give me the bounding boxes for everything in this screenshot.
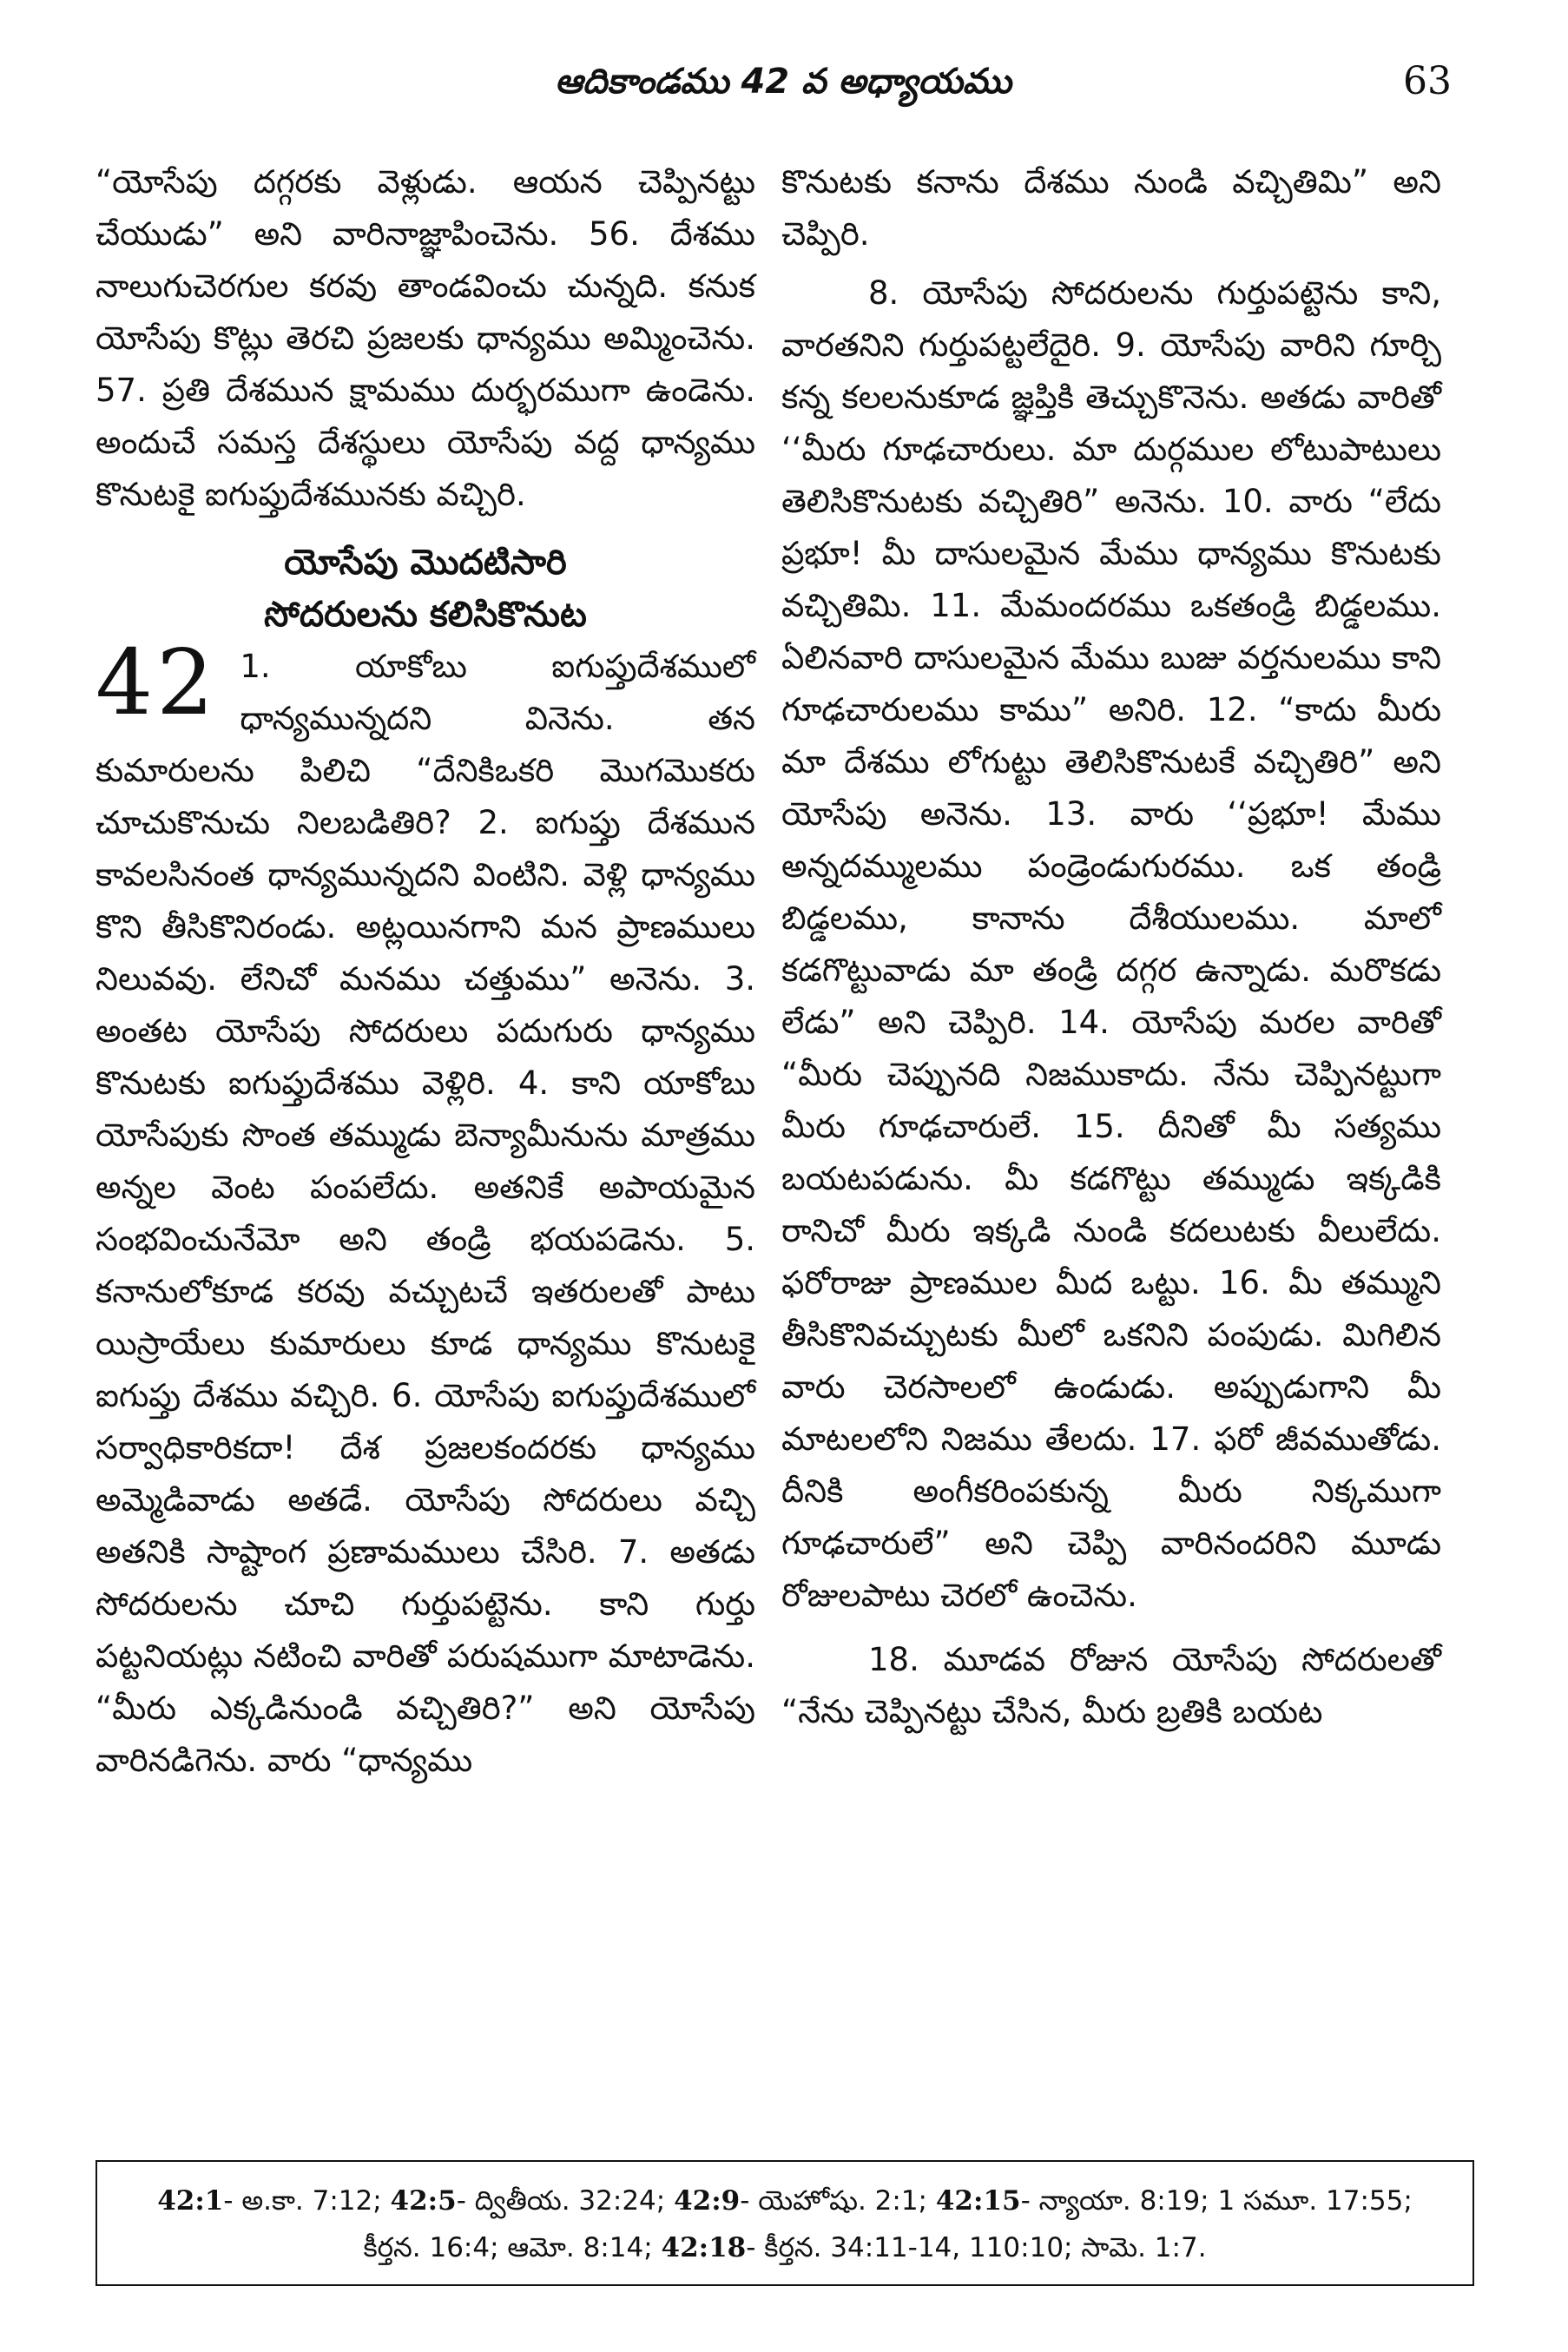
cross-reference	[662, 2232, 1207, 2263]
chapter-paragraph	[96, 629, 755, 1787]
cross-reference-box	[96, 2160, 1474, 2286]
cross-reference	[157, 2185, 390, 2217]
reference-text: - ద్వితీయ. 32:24;	[456, 2185, 675, 2217]
section-heading-line: యోసేపు మొదటిసారి	[284, 543, 567, 583]
reference-text: - యెహోషు. 2:1;	[740, 2185, 936, 2217]
chapter-number: 42	[96, 629, 218, 735]
paragraph-text: 1. యాకోబు ఐగుప్తుదేశములో ధాన్యమున్నదని వినెను. తన కుమారులను పిలిచి “దేనికిఒకరి మొగమొకరు చూచుకొనుచు నిలబడితిరి? 2. ఐగుప్తు దేశమున కావలసినంత ధాన్యమున్నదని వింటిని. వెళ్లి ధాన్యము కొని తీసికొనిరండు. అట్లయినగాని మన ప్రాణములు నిలువవు. లేనిచో మనము చత్తుము” అనెను. 3. అంతట యోసేపు సోదరులు పదుగురు ధాన్యము కొనుటకు ఐగుప్తుదేశము వెళ్లిరి. 4. కాని యాకోబు యోసేపుకు సొంత తమ్ముడు బెన్యామీనును మాత్రము అన్నల వెంట పంపలేదు. అతనికే అపాయమైన సంభవించునేమో అని తండ్రి భయపడెను. 5. కనానులోకూడ కరవు వచ్చుటచే ఇతరులతో పాటు యిస్రాయేలు కుమారులు కూడ ధాన్యము కొనుటకై ఐగుప్తు దేశము వచ్చిరి. 6. యోసేపు ఐగుప్తుదేశములో సర్వాధికారికదా! దేశ ప్రజలకందరకు ధాన్యము అమ్మెడివాడు అతడే. యోసేపు సోదరులు వచ్చి అతనికి సాష్టాంగ ప్రణామములు చేసిరి. 7. అతడు సోదరులను చూచి గుర్తుపట్టెను. కాని గుర్తు పట్టనియట్లు నటించి వారితో పరుషముగా మాటాడెను. “మీరు ఎక్కడినుండి వచ్చితిరి?” అని యోసేపు వారినడిగెను. వారు “ధాన్యము	[96, 648, 755, 1779]
reference-key: 42:5	[390, 2185, 457, 2217]
page-header	[94, 50, 1472, 113]
reference-key: 42:1	[157, 2185, 224, 2217]
cross-reference	[391, 2185, 675, 2217]
reference-key: 42:9	[674, 2185, 741, 2217]
paragraph: “యోసేపు దగ్గరకు వెళ్లుడు. ఆయన చెప్పినట్టు చేయుడు” అని వారినాజ్ఞాపించెను. 56. దేశము నాలుగుచెరగుల కరవు తాండవించు చున్నది. కనుక యోసేపు కొట్లు తెరచి ప్రజలకు ధాన్యము అమ్మించెను. 57. ప్రతి దేశమున క్షామము దుర్భరముగా ఉండెను. అందుచే సమస్త దేశస్థులు యోసేపు వద్ద ధాన్యము కొనుటకై ఐగుప్తుదేశమునకు వచ్చిరి.	[96, 163, 755, 513]
left-column	[96, 156, 755, 1787]
reference-text: - కీర్తన. 34:11-14, 110:10; సామె. 1:7.	[746, 2232, 1207, 2263]
cross-reference	[674, 2185, 936, 2217]
paragraph: కొనుటకు కనాను దేశము నుండి వచ్చితిమి” అని చెప్పిరి.	[781, 163, 1441, 253]
running-title: ఆదికాండము 42 వ అధ్యాయము	[555, 62, 1011, 102]
section-heading-line: సోదరులను కలిసికొనుట	[264, 595, 587, 635]
paragraph: 18. మూడవ రోజున యోసేపు సోదరులతో “నేను చెప్పినట్టు చేసిన, మీరు బ్రతికి బయట	[781, 1641, 1441, 1730]
page-number: 63	[1403, 59, 1452, 103]
right-column	[781, 156, 1441, 1738]
reference-text: - అ.కా. 7:12;	[223, 2185, 391, 2217]
paragraph: 8. యోసేపు సోదరులను గుర్తుపట్టెను కాని, వారతనిని గుర్తుపట్టలేదైరి. 9. యోసేపు వారిని గూర్చి కన్న కలలనుకూడ జ్ఞప్తికి తెచ్చుకొనెను. అతడు వారితో ‘‘మీరు గూఢచారులు. మా దుర్గముల లోటుపాటులు తెలిసికొనుటకు వచ్చితిరి” అనెను. 10. వారు “లేదు ప్రభూ! మీ దాసులమైన మేము ధాన్యము కొనుటకు వచ్చితిమి. 11. మేమందరము ఒకతండ్రి బిడ్డలము. ఏలినవారి దాసులమైన మేము బుజు వర్తనులము కాని గూఢచారులము కాము” అనిరి. 12. “కాదు మీరు మా దేశము లోగుట్టు తెలిసికొనుటకే వచ్చితిరి” అని యోసేపు అనెను. 13. వారు ‘‘ప్రభూ! మేము అన్నదమ్ములము పండ్రెండుగురము. ఒక తండ్రి బిడ్డలము, కానాను దేశీయులము. మాలో కడగొట్టువాడు మా తండ్రి దగ్గర ఉన్నాడు. మరొకడు లేడు” అని చెప్పిరి. 14. యోసేపు మరల వారితో “మీరు చెప్పునది నిజముకాదు. నేను చెప్పినట్టుగా మీరు గూఢచారులే. 15. దీనితో మీ సత్యము బయటపడును. మీ కడగొట్టు తమ్ముడు ఇక్కడికి రానిచో మీరు ఇక్కడి నుండి కదలుటకు వీలులేదు. ఫరోరాజు ప్రాణముల మీద ఒట్టు. 16. మీ తమ్ముని తీసికొనివచ్చుటకు మీలో ఒకనిని పంపుడు. మిగిలిన వారు చెరసాలలో ఉండుడు. అప్పుడుగాని మీ మాటలలోని నిజము తేలదు. 17. ఫరో జీవముతోడు. దీనికి అంగీకరింపకున్న మీరు నిక్కముగా గూఢచారులే” అని చెప్పి వారినందరిని మూడు రోజులపాటు చెరలో ఉంచెను.	[781, 274, 1441, 1614]
reference-key: 42:18	[661, 2232, 747, 2263]
reference-text: - న్యాయా. 8:19; 1 సమూ. 17:55; కీర్తన. 16:4; ఆమో. 8:14;	[363, 2185, 1413, 2263]
reference-key: 42:15	[935, 2185, 1021, 2217]
section-heading	[96, 537, 755, 641]
